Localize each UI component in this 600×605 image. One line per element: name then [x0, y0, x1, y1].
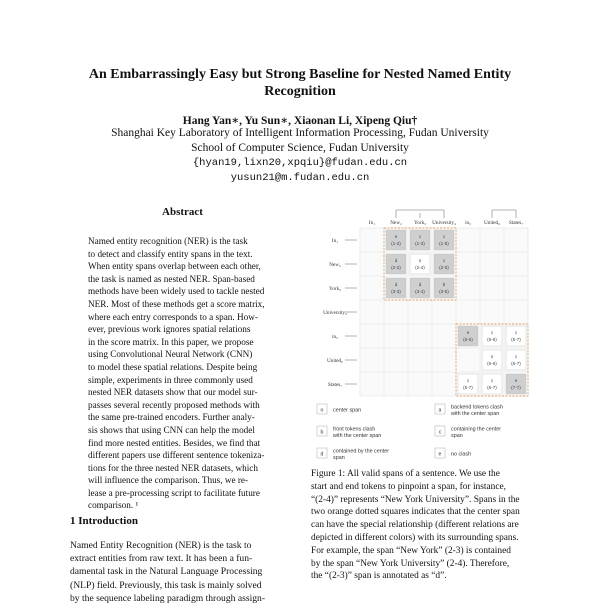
abstract-line: find more nested entities. Besides, we find that: [88, 437, 261, 448]
matrix-cell: [506, 326, 526, 346]
cell-letter: c: [490, 378, 494, 383]
matrix-cell: [458, 326, 478, 346]
figure-caption: [311, 468, 535, 583]
cell-span: (3-3): [391, 289, 401, 294]
matrix-cell: [434, 254, 454, 274]
abstract-heading: Abstract: [162, 206, 203, 218]
cell-span: (1-2): [391, 241, 401, 246]
cell-span: (5-7): [463, 385, 473, 390]
cell-span: (3-5): [439, 289, 449, 294]
cell-span: (2-5): [439, 265, 449, 270]
row-label: University₄: [323, 310, 347, 316]
row-label: In₁: [331, 238, 339, 244]
abstract-line: to model these spatial relations. Despite being: [88, 361, 258, 372]
matrix-cell: [386, 230, 406, 250]
matrix-cell: [458, 374, 478, 394]
legend-text: span: [333, 455, 345, 460]
legend-key: e: [438, 451, 442, 458]
col-label: States₇: [508, 220, 524, 226]
legend-key: a: [438, 407, 442, 414]
row-label: in₅: [332, 334, 338, 340]
col-label: United₆: [484, 220, 500, 226]
legend-text: front tokens clash: [333, 426, 376, 433]
caption-line: start and end tokens to pinpoint a span, for instance,: [311, 481, 507, 492]
intro-line: Named Entity Recognition (NER) is the task to: [70, 540, 252, 551]
matrix-cell: [506, 374, 526, 394]
abstract-line: will influence the comparison. Thus, we re-: [88, 475, 249, 486]
abstract-line: to detect and classify entity spans in the text.: [88, 248, 253, 259]
legend-text: backend tokens clash: [451, 404, 503, 411]
matrix-cell: [434, 230, 454, 250]
matrix-cell: [506, 350, 526, 370]
paper-title-text: An Embarrassingly Easy but Strong Baseline for Nested Named Entity Recognition: [88, 67, 512, 99]
abstract-line: where each entry corresponds to a span. How-: [88, 311, 258, 322]
abstract-line: nested NER datasets show that our model sur-: [88, 387, 258, 398]
cell-letter: d: [394, 282, 398, 287]
caption-line: “(2-4)” represents “New York University”. Spans in the: [311, 494, 520, 505]
col-label: York₃: [414, 220, 426, 226]
matrix-cell: [482, 374, 502, 394]
cell-span: (2-2): [391, 265, 401, 270]
abstract-line: in the score matrix. In this paper, we propose: [88, 336, 254, 347]
cell-span: (7-7): [511, 385, 521, 390]
cell-letter: c: [514, 330, 518, 335]
abstract-line: NER. Most of these methods get a score matrix,: [88, 298, 265, 309]
cell-letter: d: [418, 282, 422, 287]
legend-text: no clash: [451, 451, 472, 458]
legend-text: center span: [333, 407, 362, 414]
cell-letter: o: [490, 354, 494, 359]
row-label: New₂: [329, 262, 341, 268]
span-matrix-figure: [305, 200, 540, 460]
matrix-background: [360, 228, 528, 396]
span-bracket: [492, 210, 516, 218]
intro-body: [70, 539, 295, 605]
paper-title: [0, 66, 600, 100]
cell-letter: c: [442, 234, 446, 239]
abstract-line: the same pre-trained encoders. Further analy-: [88, 412, 255, 423]
cell-span: (1-5): [439, 241, 449, 246]
email-2: yusun21@m.fudan.edu.cn: [230, 172, 370, 184]
intro-line: by the sequence labeling paradigm through assign-: [70, 592, 266, 604]
abstract-line: sis shows that using CNN can help the model: [88, 424, 255, 435]
legend-text: with the center span: [451, 411, 500, 417]
caption-line: Figure 1: All valid spans of a sentence. We use the: [311, 469, 500, 479]
cell-letter: c: [514, 354, 518, 359]
cell-letter: o: [418, 258, 422, 263]
cell-letter: d: [394, 258, 398, 263]
intro-line: damental task in the Natural Language Processing: [70, 566, 263, 578]
abstract-line: passes several recently proposed methods with: [88, 399, 260, 410]
cell-span: (5-6): [487, 337, 497, 342]
affiliation-2: School of Computer Science, Fudan University: [191, 142, 409, 154]
col-label: in₅: [465, 220, 471, 226]
caption-line: by the span “New York University” (2-4). Therefore,: [311, 558, 510, 569]
cell-letter: c: [466, 378, 470, 383]
cell-letter: c: [418, 234, 422, 239]
caption-line: depicted in different colors) with its surrounding spans.: [311, 532, 519, 543]
cell-letter: e: [514, 378, 518, 383]
matrix-cell: [410, 254, 430, 274]
affiliation-1: Shanghai Key Laboratory of Intelligent Information Processing, Fudan University: [111, 127, 489, 139]
legend-key: o: [320, 407, 324, 414]
cell-span: (5-7): [511, 337, 521, 342]
caption-line: For example, the span “New York” (2-3) is contained: [311, 545, 511, 556]
legend-key: b: [320, 429, 324, 436]
col-label: New₂: [390, 220, 402, 226]
abstract-line: the task is named as nested NER. Span-based: [88, 273, 255, 284]
col-label: University₄: [432, 220, 456, 226]
col-label: In₁: [368, 220, 376, 226]
legend-key: d: [320, 451, 324, 458]
row-label: States₇: [327, 382, 343, 388]
email-1: {hyan19,lixn20,xpqiu}@fudan.edu.cn: [192, 157, 408, 169]
matrix-cell: [386, 278, 406, 298]
legend-text: with the center span: [333, 433, 382, 439]
matrix-cell: [434, 278, 454, 298]
legend-key: c: [438, 429, 442, 436]
matrix-cell: [482, 326, 502, 346]
legend-text: span: [451, 433, 463, 439]
cell-letter: e: [466, 330, 470, 335]
cell-span: (2-4): [415, 265, 425, 270]
row-label: York₃: [329, 286, 341, 292]
cell-span: (6-6): [487, 361, 497, 366]
cell-span: (3-4): [415, 289, 425, 294]
matrix-cell: [386, 254, 406, 274]
cell-span: (5-5): [463, 337, 473, 342]
matrix-cell: [410, 230, 430, 250]
intro-line: (NLP) field. Previously, this task is mainly solved: [70, 579, 262, 591]
cell-span: (1-3): [415, 241, 425, 246]
intro-line: extract entities from raw text. It has been a fun-: [70, 553, 253, 565]
abstract-line: simple, experiments in three commonly used: [88, 374, 253, 385]
cell-letter: e: [394, 234, 398, 239]
abstract-line: methods have been widely used to tackle nested: [88, 286, 265, 297]
authors: Hang Yan∗, Yu Sun∗, Xiaonan Li, Xipeng Qiu†: [182, 115, 418, 127]
cell-span: (6-7): [511, 361, 521, 366]
abstract-line: different papers use different sentence tokeniza-: [88, 450, 265, 461]
figure-1: [305, 200, 540, 460]
abstract-line: lease a pre-processing script to facilitate future: [88, 487, 260, 498]
legend-text: contained by the center: [333, 448, 390, 455]
cell-letter: c: [442, 258, 446, 263]
abstract-line: comparison. ¹: [88, 500, 139, 511]
abstract-line: Named entity recognition (NER) is the task: [88, 236, 248, 246]
cell-span: (6-7): [487, 385, 497, 390]
caption-line: the “(2-3)” span is annotated as “d”.: [311, 571, 447, 582]
caption-line: can have the special relationship (different relations are: [311, 520, 519, 531]
cell-letter: b: [442, 282, 446, 287]
matrix-cell: [482, 350, 502, 370]
abstract-line: using Convolutional Neural Network (CNN): [88, 349, 253, 360]
intro-heading: 1 Introduction: [70, 515, 138, 527]
caption-line: two orange dotted squares indicates that the center span: [311, 507, 520, 518]
legend-text: containing the center: [451, 426, 502, 433]
row-label: United₆: [327, 358, 343, 364]
matrix-cell: [410, 278, 430, 298]
abstract-line: When entity spans overlap between each other,: [88, 261, 261, 272]
abstract-line: ever, previous work ignores spatial relations: [88, 324, 251, 335]
abstract-body: [88, 235, 293, 512]
cell-letter: c: [490, 330, 494, 335]
abstract-line: tions for the three nested NER datasets, which: [88, 462, 258, 473]
